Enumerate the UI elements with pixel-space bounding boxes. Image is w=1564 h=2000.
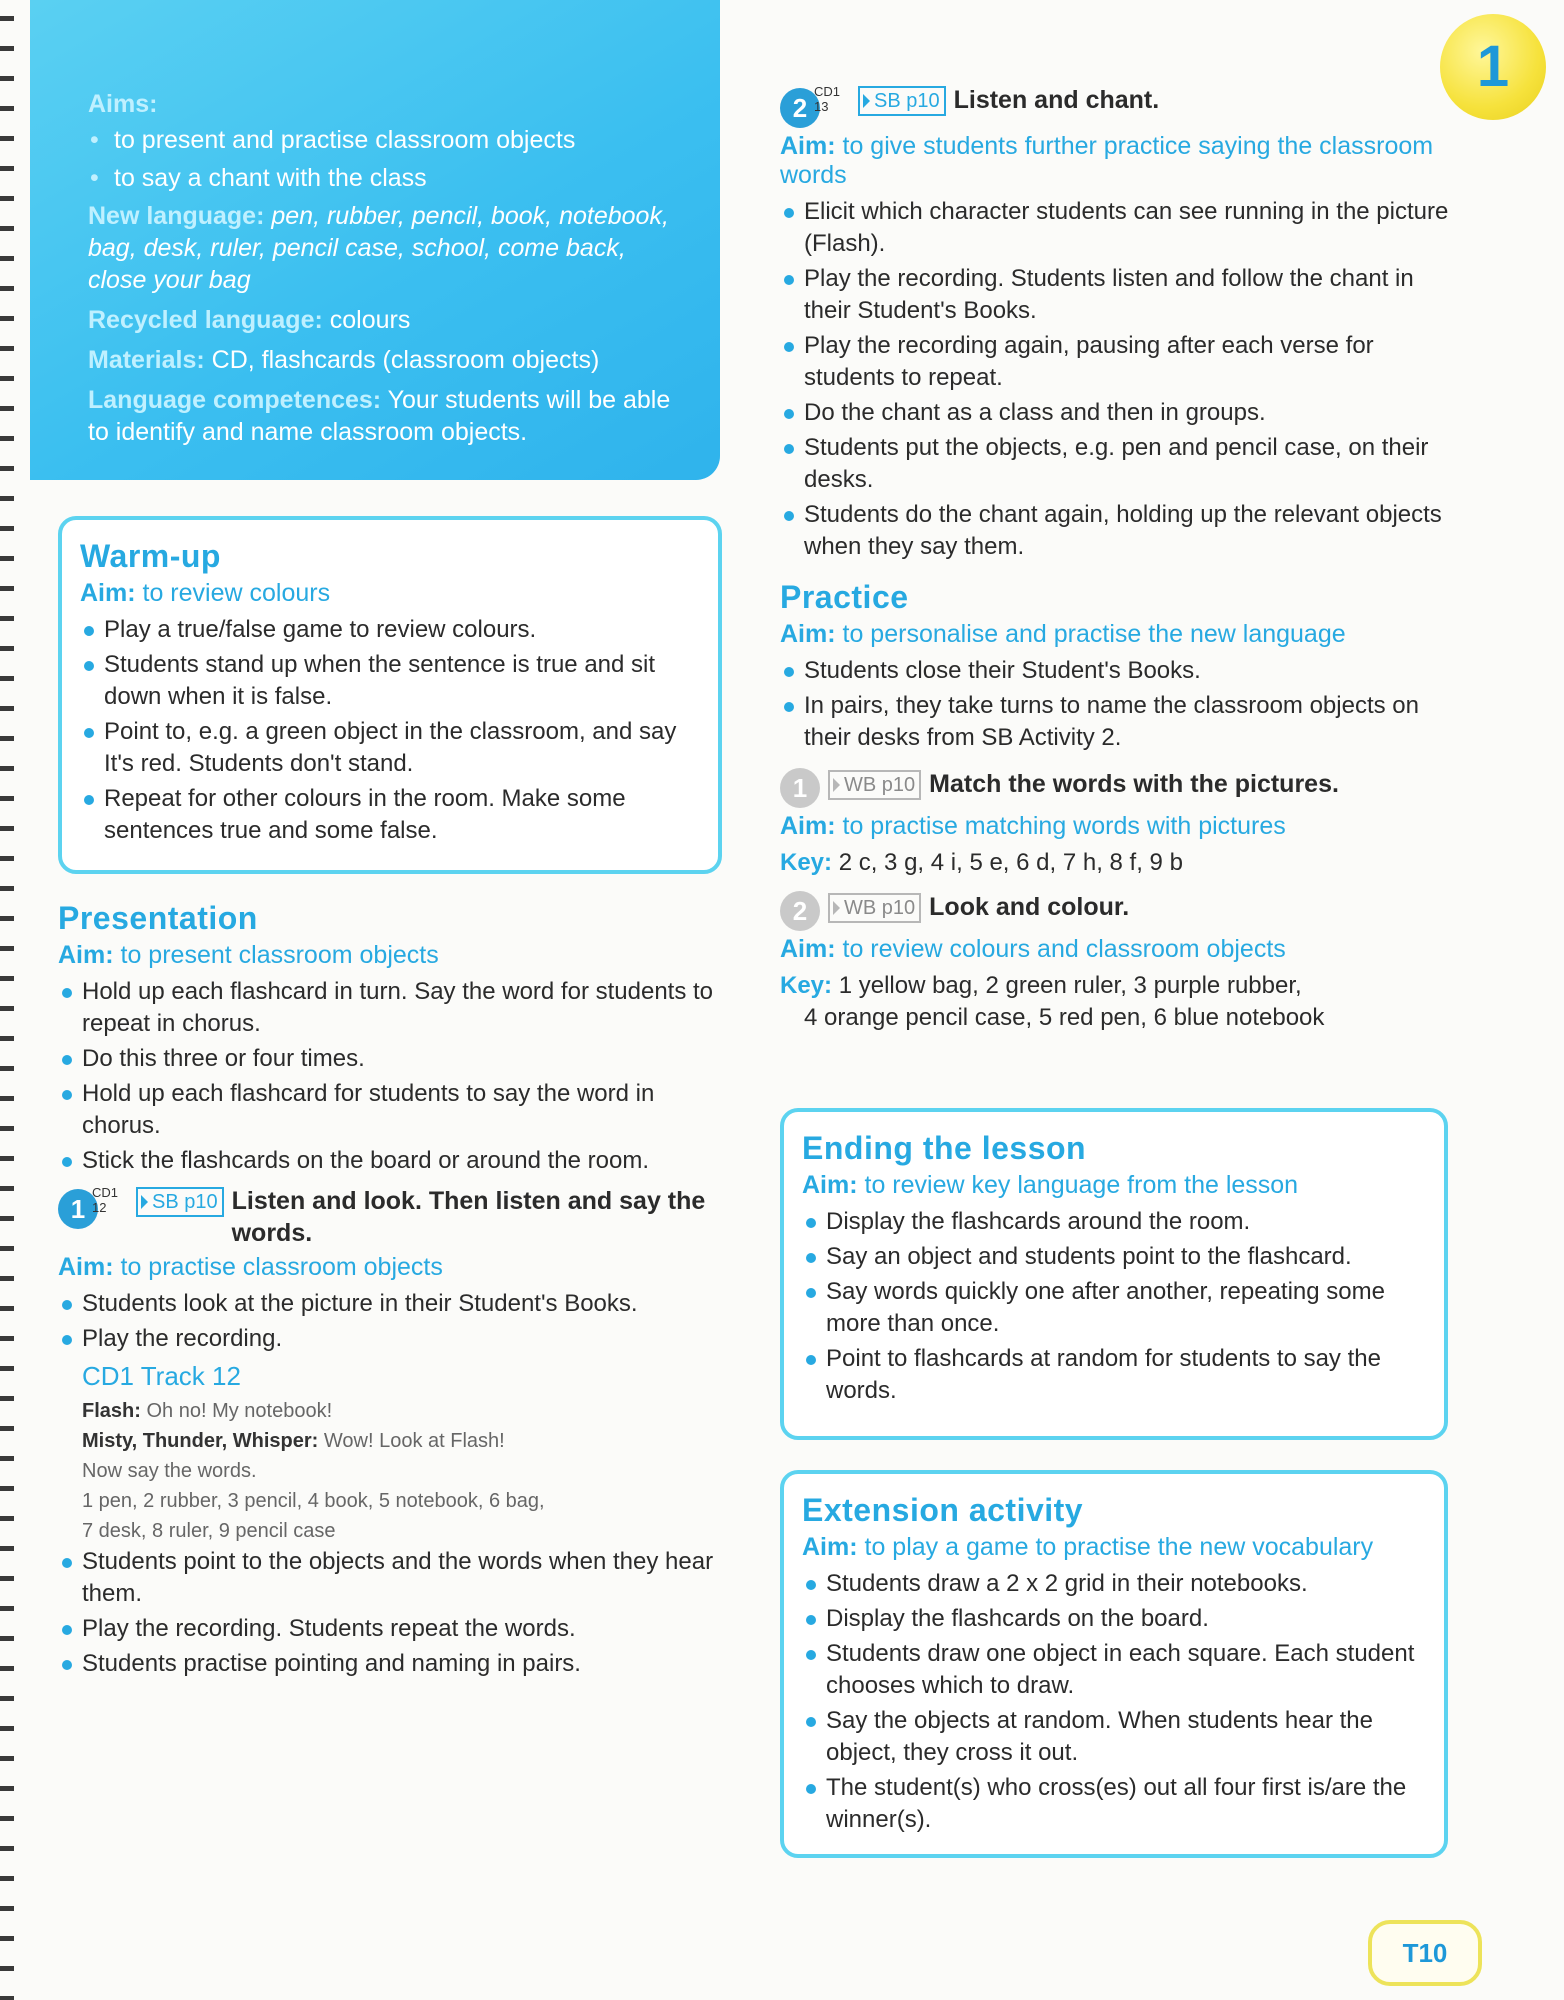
- activity2-aim: Aim: to give students further practice saying the classroom words: [780, 132, 1434, 189]
- extension-aim: Aim: to play a game to practise the new vocabulary: [802, 1533, 1374, 1561]
- aim-item: • to say a chant with the class: [88, 162, 688, 194]
- audio-script: Flash: Oh no! My notebook! Misty, Thunder, Whisper: Wow! Look at Flash! Now say the words. 1 pen, 2 rubber, 3 pencil, 4 book, 5 notebook, 6 bag, 7 desk, 8 ruler, 9 pencil case: [82, 1400, 545, 1542]
- list-item: Students practise pointing and naming in pairs.: [58, 1648, 718, 1680]
- activity1-aim: Aim: to practise classroom objects: [58, 1253, 443, 1281]
- sb-ref: SB p10: [858, 86, 946, 116]
- list-item: Students look at the picture in their Student's Books.: [58, 1288, 718, 1320]
- extension-box: [780, 1470, 1448, 1858]
- list-item: Students close their Student's Books.: [780, 655, 1450, 687]
- list-item: Play the recording.: [58, 1323, 718, 1355]
- presentation-title: Presentation: [58, 900, 258, 936]
- list-item: Students draw one object in each square. Each student chooses which to draw.: [802, 1638, 1426, 1702]
- wb-number-icon: 1: [780, 768, 820, 808]
- activity2-header: [780, 84, 1450, 128]
- activity1-title: Listen and look. Then listen and say the words.: [231, 1187, 706, 1247]
- ending-aim: Aim: to review key language from the lesson: [802, 1171, 1299, 1199]
- activity1-header: [58, 1185, 718, 1249]
- list-item: Say the objects at random. When students hear the object, they cross it out.: [802, 1705, 1426, 1769]
- aims-list: [88, 124, 688, 194]
- language-competences: Language competences: Your students will be able to identify and name classroom objects.: [88, 386, 671, 446]
- list-item: Display the flashcards around the room.: [802, 1206, 1426, 1238]
- list-item: Point to, e.g. a green object in the classroom, and say It's red. Students don't stand.: [80, 716, 700, 780]
- activity1-list-a: [58, 1288, 718, 1355]
- wb2-title: Look and colour.: [929, 893, 1130, 921]
- list-item: The student(s) who cross(es) out all four first is/are the winner(s).: [802, 1772, 1426, 1836]
- extension-title: Extension activity: [802, 1492, 1084, 1528]
- list-item: Stick the flashcards on the board or around the room.: [58, 1145, 718, 1177]
- wb1-title: Match the words with the pictures.: [929, 770, 1339, 798]
- list-item: Hold up each flashcard in turn. Say the word for students to repeat in chorus.: [58, 976, 718, 1040]
- list-item: Do the chant as a class and then in groups.: [780, 397, 1450, 429]
- list-item: Play the recording again, pausing after each verse for students to repeat.: [780, 330, 1450, 394]
- list-item: Point to flashcards at random for students to say the words.: [802, 1343, 1426, 1407]
- aims-panel: [30, 0, 720, 480]
- activity2-title: Listen and chant.: [953, 86, 1160, 114]
- wb2-header: [780, 891, 1450, 931]
- materials: Materials: CD, flashcards (classroom objects): [88, 346, 600, 374]
- ending-title: Ending the lesson: [802, 1130, 1087, 1166]
- list-item: Students point to the objects and the words when they hear them.: [58, 1546, 718, 1610]
- wb1-aim: Aim: to practise matching words with pictures: [780, 812, 1286, 840]
- warmup-title: Warm-up: [80, 538, 221, 574]
- list-item: Say an object and students point to the flashcard.: [802, 1241, 1426, 1273]
- warmup-aim: Aim: to review colours: [80, 579, 331, 607]
- list-item: Students do the chant again, holding up the relevant objects when they say them.: [780, 499, 1450, 563]
- cd-icon: 2: [780, 88, 820, 128]
- list-item: Do this three or four times.: [58, 1043, 718, 1075]
- list-item: Hold up each flashcard for students to say the word in chorus.: [58, 1078, 718, 1142]
- list-item: In pairs, they take turns to name the classroom objects on their desks from SB Activity 2.: [780, 690, 1450, 754]
- right-column: [780, 84, 1450, 1034]
- unit-badge: 1: [1440, 14, 1546, 120]
- list-item: Play the recording. Students listen and follow the chant in their Student's Books.: [780, 263, 1450, 327]
- activity2-list: [780, 196, 1450, 563]
- wb-ref: WB p10: [828, 893, 921, 923]
- page-number: T10: [1368, 1920, 1482, 1986]
- new-language: New language: pen, rubber, pencil, book, notebook, bag, desk, ruler, pencil case, school, come back, close your bag: [88, 202, 669, 294]
- list-item: Play the recording. Students repeat the words.: [58, 1613, 718, 1645]
- wb1-header: [780, 768, 1450, 808]
- presentation-aim: Aim: to present classroom objects: [58, 941, 439, 969]
- wb1-key: Key: 2 c, 3 g, 4 i, 5 e, 6 d, 7 h, 8 f, 9 b: [780, 849, 1183, 876]
- practice-title: Practice: [780, 579, 909, 615]
- presentation-list: [58, 976, 718, 1177]
- activity1-list-b: [58, 1546, 718, 1680]
- practice-list: [780, 655, 1450, 754]
- aim-item: • to present and practise classroom objects: [88, 124, 688, 156]
- cd-badge: 1 CD1 12: [58, 1185, 128, 1229]
- ending-box: [780, 1108, 1448, 1440]
- spiral-binding: [0, 0, 14, 2000]
- list-item: Students put the objects, e.g. pen and pencil case, on their desks.: [780, 432, 1450, 496]
- list-item: Repeat for other colours in the room. Make some sentences true and some false.: [80, 783, 700, 847]
- track-title: CD1 Track 12: [82, 1361, 241, 1391]
- list-item: Play a true/false game to review colours.: [80, 614, 700, 646]
- practice-aim: Aim: to personalise and practise the new language: [780, 620, 1346, 648]
- extension-list: [802, 1568, 1426, 1836]
- aims-label: Aims:: [88, 90, 158, 118]
- list-item: Display the flashcards on the board.: [802, 1603, 1426, 1635]
- ending-list: [802, 1206, 1426, 1407]
- wb2-aim: Aim: to review colours and classroom objects: [780, 935, 1286, 963]
- list-item: Students draw a 2 x 2 grid in their notebooks.: [802, 1568, 1426, 1600]
- list-item: Students stand up when the sentence is true and sit down when it is false.: [80, 649, 700, 713]
- cd-badge: 2 CD1 13: [780, 84, 850, 128]
- list-item: Elicit which character students can see running in the picture (Flash).: [780, 196, 1450, 260]
- recycled-language: Recycled language: colours: [88, 306, 411, 334]
- cd-icon: 1: [58, 1189, 98, 1229]
- wb-number-icon: 2: [780, 891, 820, 931]
- warmup-list: [80, 614, 700, 847]
- sb-ref: SB p10: [136, 1187, 224, 1217]
- wb2-key: Key: 1 yellow bag, 2 green ruler, 3 purple rubber, 4 orange pencil case, 5 red pen, 6 blue notebook: [780, 972, 1325, 1031]
- left-column: [58, 900, 718, 1683]
- warmup-box: [58, 516, 722, 874]
- wb-ref: WB p10: [828, 770, 921, 800]
- list-item: Say words quickly one after another, repeating some more than once.: [802, 1276, 1426, 1340]
